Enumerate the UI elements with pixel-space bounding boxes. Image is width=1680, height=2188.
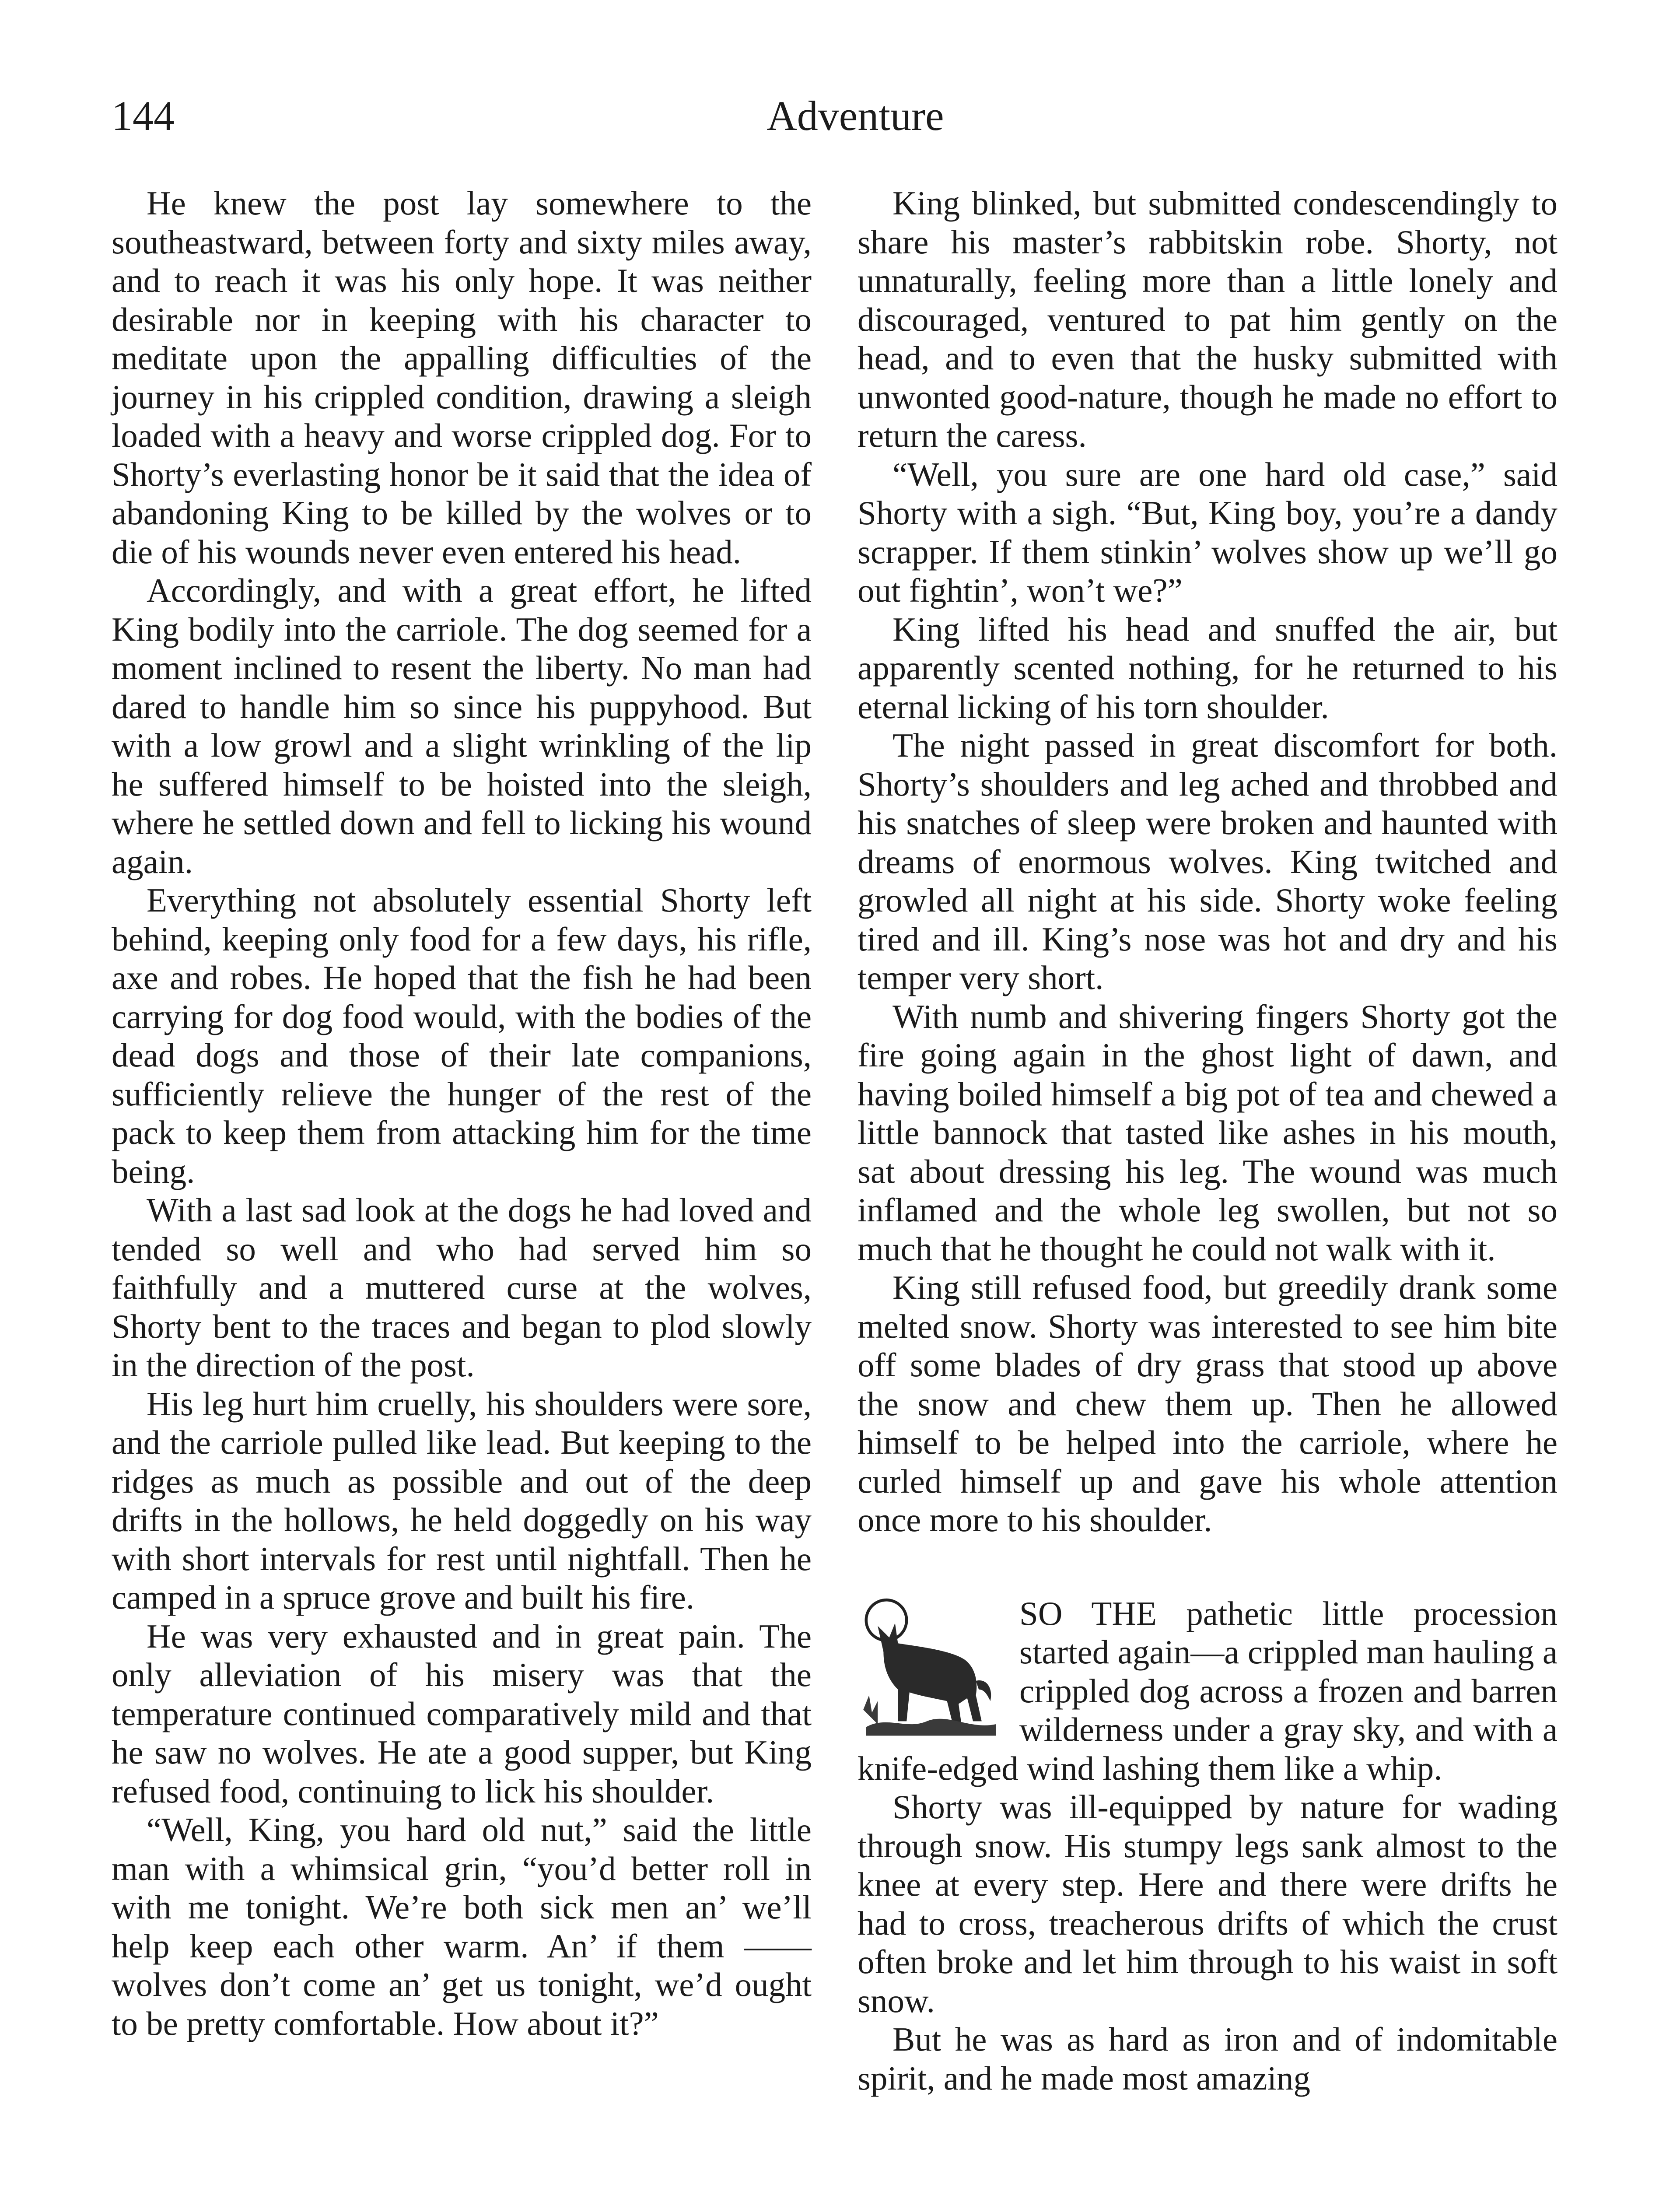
- page-header: [112, 85, 1599, 147]
- howling-wolf-icon: [858, 1594, 1002, 1739]
- paragraph: With a last sad look at the dogs he had loved and tended so well and who had served him so faithfully and a muttered curse at the wolves, Shorty bent to the traces and began to plod slowly in the direction of the post.: [112, 1191, 812, 1384]
- section-break: [858, 1594, 1558, 2098]
- paragraph: King blinked, but submitted condescendingly to share his master’s rabbitskin robe. Shorty, not unnaturally, feeling more than a little lonely and discouraged, ventured to pat him gently on the head, and to even that the husky submitted with unwonted good-nature, though he made no effort to return the caress.: [858, 184, 1558, 454]
- paragraph: He knew the post lay somewhere to the southeastward, between forty and sixty miles away, and to reach it was his only hope. It was neither desirable nor in keeping with his character to meditate upon the appalling difficulties of the journey in his crippled condition, drawing a sleigh loaded with a heavy and worse crippled dog. For to Shorty’s everlasting honor be it said that the idea of abandoning King to be killed by the wolves or to die of his wounds never even entered his head.: [112, 184, 812, 571]
- paragraph: He was very exhausted and in great pain. The only alleviation of his misery was that the temperature continued comparatively mild and that he saw no wolves. He ate a good supper, but King refused food, continuing to lick his shoulder.: [112, 1617, 812, 1810]
- paragraph: The night passed in great discomfort for both. Shorty’s shoulders and leg ached and throbbed and his snatches of sleep were broken and haunted with dreams of enormous wolves. King twitched and growled all night at his side. Shorty woke feeling tired and ill. King’s nose was hot and dry and his temper very short.: [858, 726, 1558, 996]
- paragraph: Shorty was ill-equipped by nature for wading through snow. His stumpy legs sank almost to the knee at every step. Here and there were drifts he had to cross, treacherous drifts of which the crust often broke and let him through to his waist in soft snow.: [858, 1788, 1558, 2020]
- right-column: [858, 184, 1558, 2097]
- page-number: 144: [112, 92, 175, 139]
- paragraph: King lifted his head and snuffed the air, but apparently scented nothing, for he returned to his eternal licking of his torn shoulder.: [858, 610, 1558, 726]
- paragraph: King still refused food, but greedily drank some melted snow. Shorty was interested to see him bite off some blades of dry grass that stood up above the snow and chew them up. Then he allowed himself to be helped into the carriole, where he curled himself up and gave his whole attention once more to his shoulder.: [858, 1269, 1558, 1539]
- paragraph: His leg hurt him cruelly, his shoulders were sore, and the carriole pulled like lead. But keeping to the ridges as much as possible and out of the deep drifts in the hollows, he held doggedly on his way with short intervals for rest until nightfall. Then he camped in a spruce grove and built his fire.: [112, 1385, 812, 1616]
- paragraph: “Well, King, you hard old nut,” said the little man with a whimsical grin, “you’d better roll in with me tonight. We’re both sick men an’ we’ll help keep each other warm. An’ if them —— wolves don’t come an’ get us tonight, we’d ought to be pretty comfortable. How about it?”: [112, 1811, 812, 2042]
- left-column: [112, 184, 812, 2043]
- paragraph: “Well, you sure are one hard old case,” said Shorty with a sigh. “But, King boy, you’re a dandy scrapper. If them stinkin’ wolves show up we’ll go out fightin’, won’t we?”: [858, 455, 1558, 609]
- running-title: Adventure: [766, 92, 944, 139]
- paragraph: With numb and shivering fingers Shorty got the fire going again in the ghost light of dawn, and having boiled himself a big pot of tea and chewed a little bannock that tasted like ashes in his mouth, sat about dressing his leg. The wound was much inflamed and the whole leg swollen, but not so much that he thought he could not walk with it.: [858, 997, 1558, 1268]
- paragraph: Everything not absolutely essential Shorty left behind, keeping only food for a few days, his rifle, axe and robes. He hoped that the fish he had been carrying for dog food would, with the bodies of the dead dogs and those of their late companions, sufficiently relieve the hunger of the rest of the pack to keep them from attacking him for the time being.: [112, 881, 812, 1190]
- section-lead-paragraph: SO THE pathetic little procession started again—a crippled man hauling a crippled dog across a frozen and barren wilderness under a gray sky, and with a knife-edged wind lashing them like a whip.: [858, 1594, 1558, 1787]
- paragraph: But he was as hard as iron and of indomitable spirit, and he made most amazing: [858, 2020, 1558, 2097]
- paragraph: Accordingly, and with a great effort, he lifted King bodily into the carriole. The dog seemed for a moment inclined to resent the liberty. No man had dared to handle him so since his puppyhood. But with a low growl and a slight wrinkling of the lip he suffered himself to be hoisted into the sleigh, where he settled down and fell to licking his wound again.: [112, 572, 812, 880]
